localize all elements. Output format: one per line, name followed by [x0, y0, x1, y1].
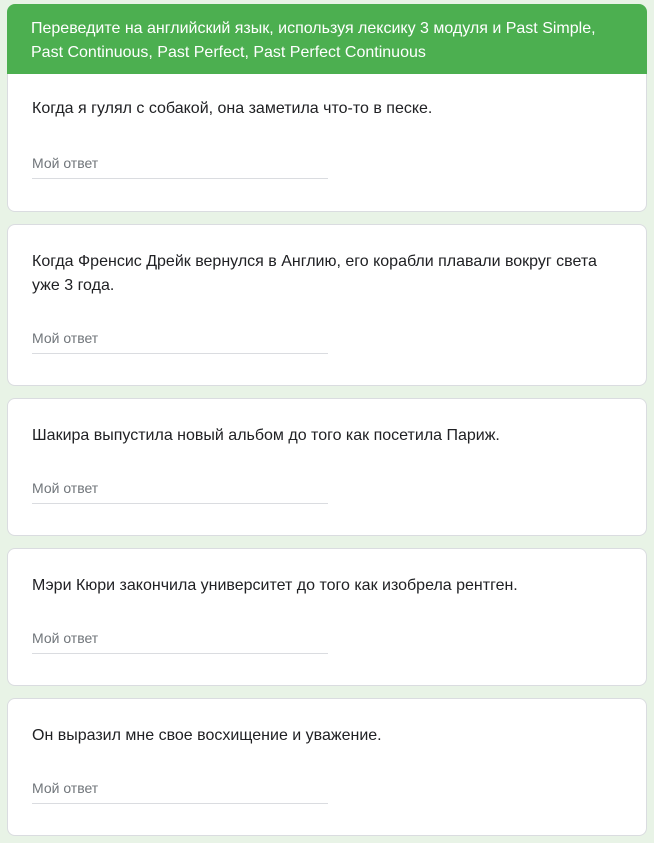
answer-field[interactable] [32, 472, 328, 504]
question-card-1 [7, 74, 647, 212]
answer-field[interactable] [32, 322, 328, 354]
answer-input[interactable] [32, 622, 328, 653]
answer-field[interactable] [32, 772, 328, 804]
question-text: Когда Френсис Дрейк вернулся в Англию, его корабли плавали вокруг света уже 3 года. [32, 253, 597, 294]
answer-field[interactable] [32, 147, 328, 179]
question-card-4 [7, 548, 647, 686]
answer-input[interactable] [32, 472, 328, 503]
answer-input[interactable] [32, 772, 328, 803]
answer-field[interactable] [32, 622, 328, 654]
section-title: Переведите на английский язык, используя лексику 3 модуля и Past Simple, Past Continuous, Past Perfect, Past Perfect Continuous [31, 20, 596, 61]
question-card-3 [7, 398, 647, 536]
question-text: Мэри Кюри закончила университет до того как изобрела рентген. [32, 577, 518, 594]
question-card-2 [7, 224, 647, 386]
answer-input[interactable] [32, 322, 328, 353]
question-text: Когда я гулял с собакой, она заметила что-то в песке. [32, 100, 433, 117]
section-header [7, 4, 647, 75]
answer-input[interactable] [32, 147, 328, 178]
question-text: Шакира выпустила новый альбом до того как посетила Париж. [32, 427, 500, 444]
question-text: Он выразил мне свое восхищение и уважение. [32, 727, 382, 744]
question-card-5 [7, 698, 647, 836]
